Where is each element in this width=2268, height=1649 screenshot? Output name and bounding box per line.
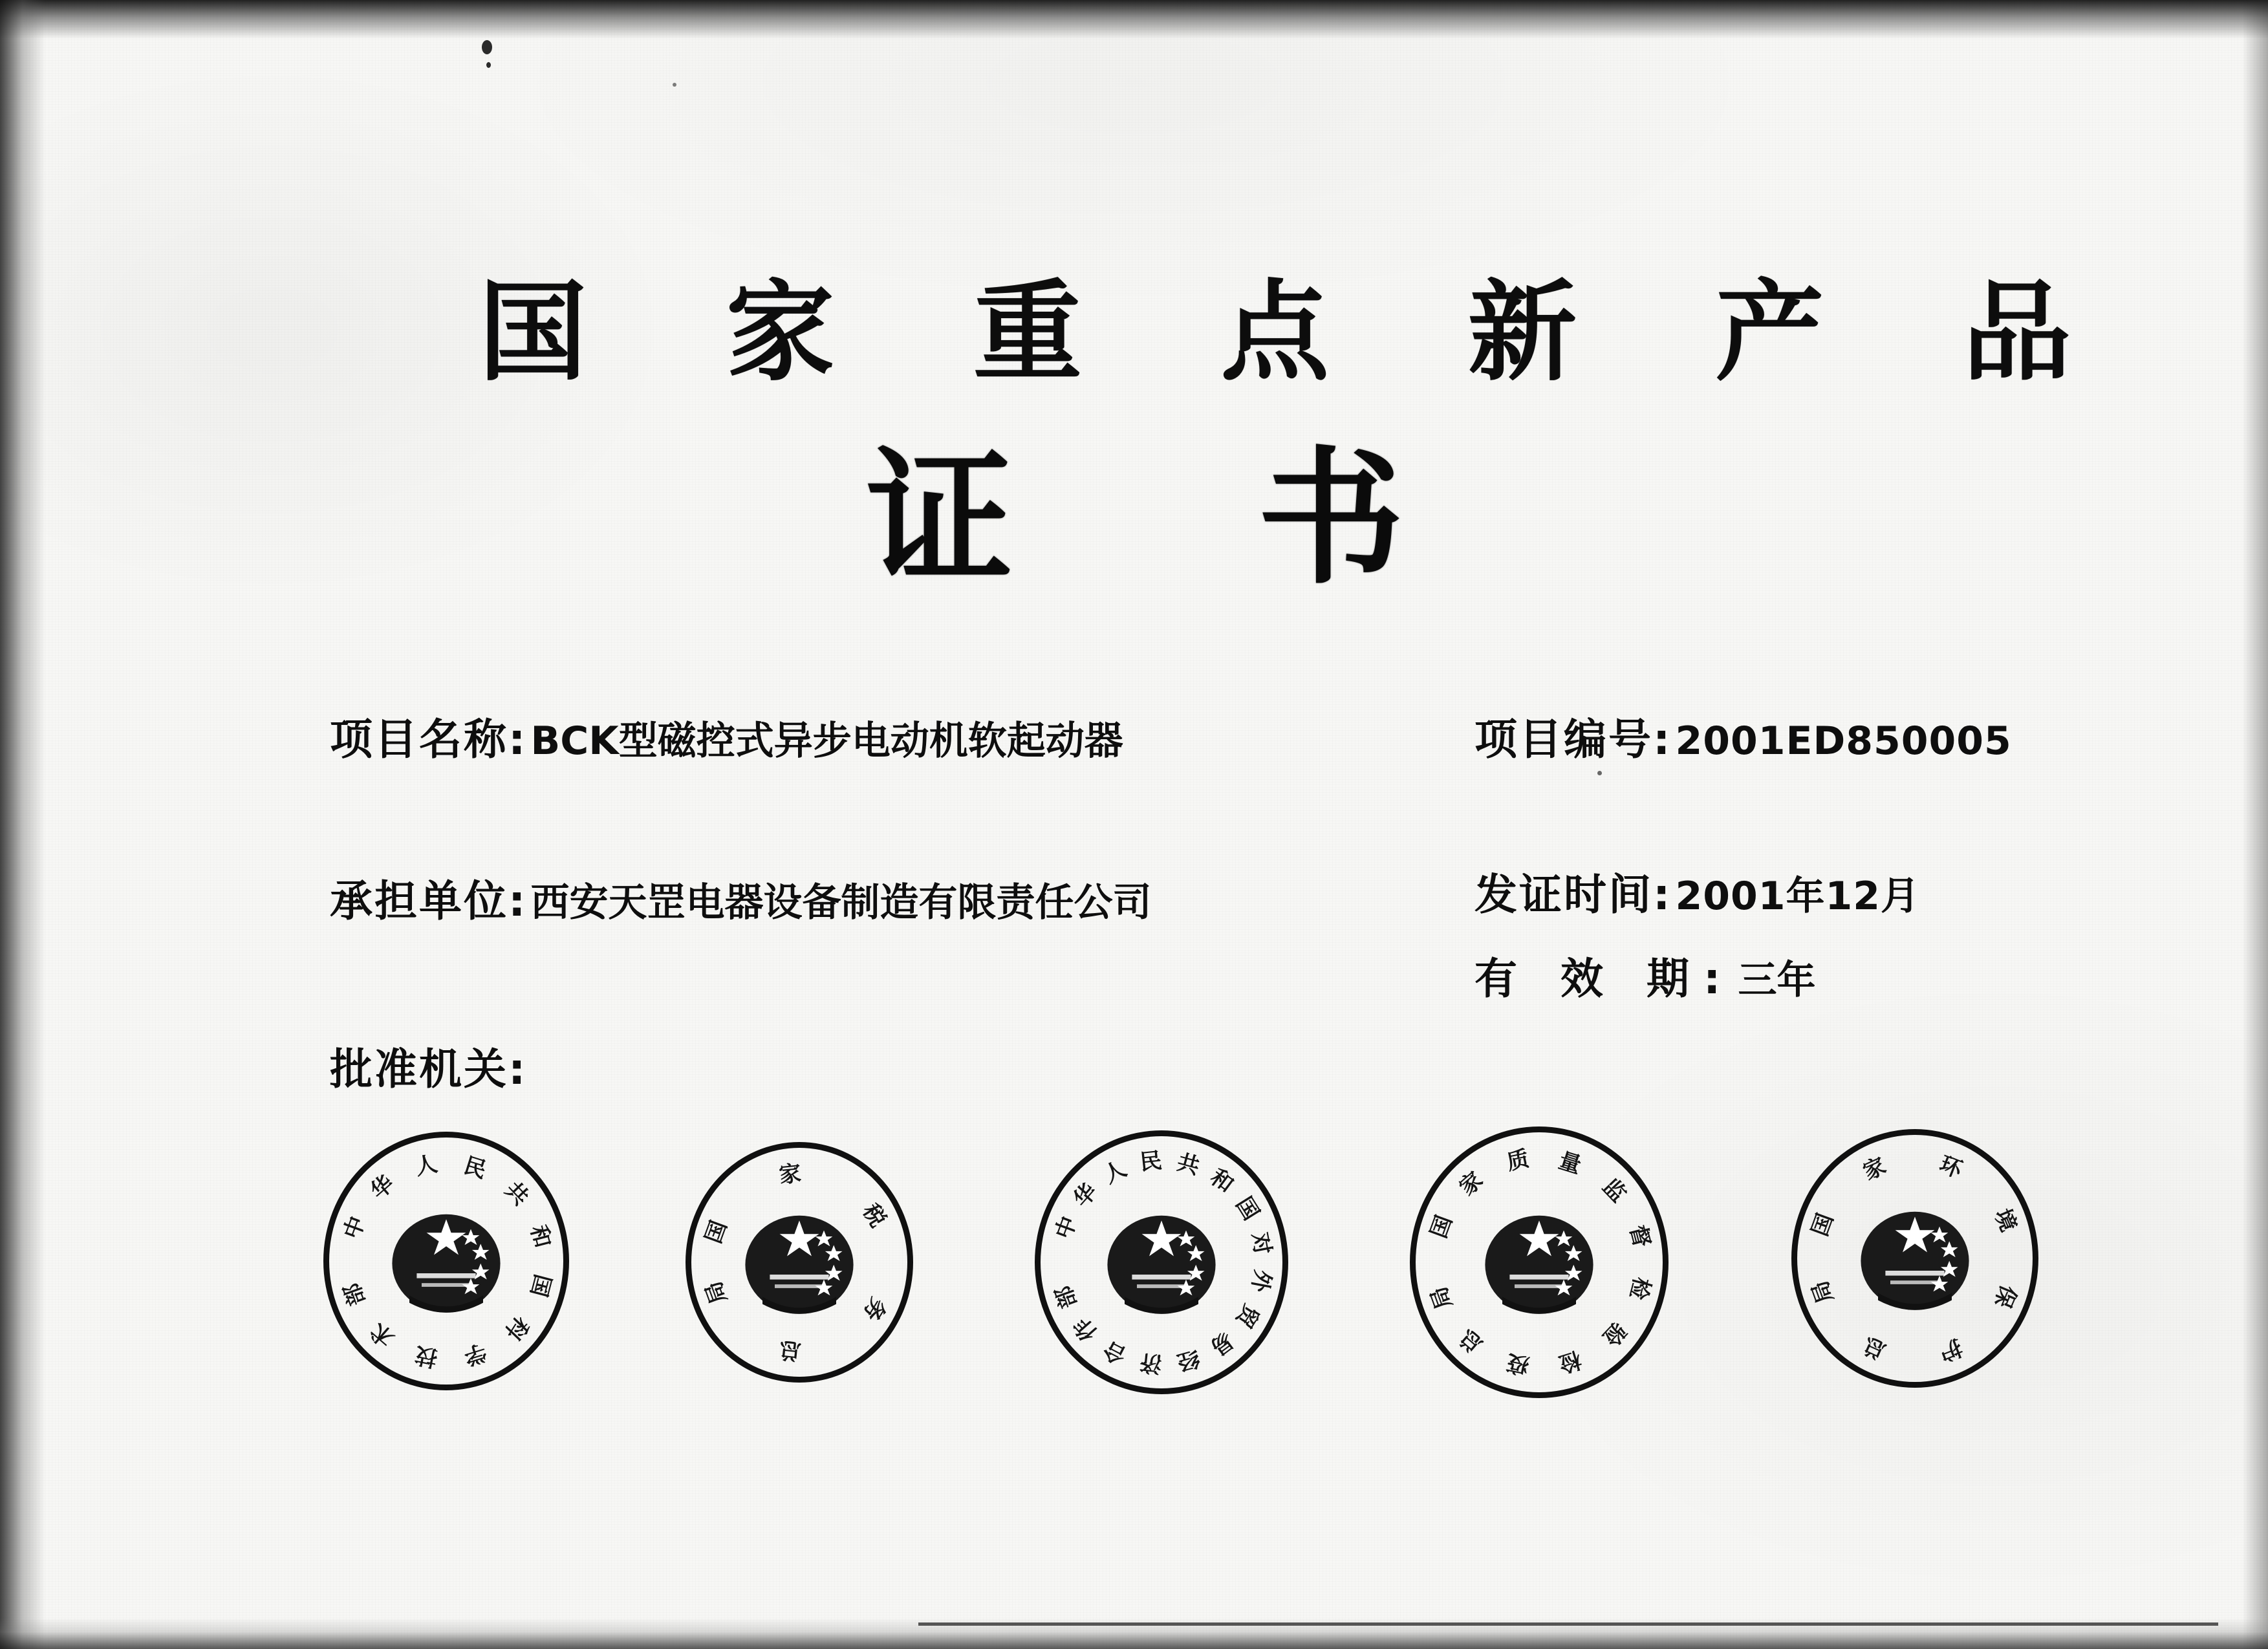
field-project-name-value: BCK型磁控式异步电动机软起动器 [530, 718, 1123, 764]
seal-character: 共 [1174, 1149, 1203, 1180]
seal-character: 和 [525, 1222, 556, 1251]
national-emblem-icon [385, 1200, 508, 1322]
field-approving-authority [330, 1035, 527, 1096]
field-project-number-value: 2001ED850005 [1675, 718, 2012, 764]
seal-character: 检 [1624, 1274, 1655, 1302]
seal-character: 技 [413, 1341, 440, 1372]
seal-character: 民 [460, 1152, 490, 1184]
seal-character: 易 [1205, 1326, 1239, 1361]
field-project-name-label: 项目名称: [330, 715, 528, 764]
seal-character: 国 [1230, 1192, 1264, 1225]
field-undertaking-unit-label: 承担单位: [330, 876, 528, 926]
seal-character: 总 [1859, 1331, 1890, 1364]
seal-character: 护 [1936, 1333, 1966, 1366]
seal-character: 总 [777, 1336, 803, 1364]
seal-character: 环 [1936, 1151, 1966, 1183]
seal-character: 人 [413, 1150, 440, 1181]
seal-character: 国 [1425, 1212, 1458, 1242]
seal-character: 局 [1807, 1277, 1839, 1307]
seal-character: 部 [338, 1279, 371, 1310]
seal-character: 华 [365, 1170, 400, 1205]
seal-character: 督 [1624, 1222, 1655, 1251]
seal-character: 总 [1454, 1324, 1488, 1358]
seal-character: 部 [1050, 1282, 1083, 1312]
field-project-number-label: 项目编号: [1474, 715, 1672, 764]
field-validity-period [1474, 944, 1815, 1006]
seal-character: 量 [1555, 1147, 1584, 1179]
field-issue-date [1474, 860, 1920, 921]
field-approving-authority-label: 批准机关: [330, 1044, 528, 1094]
scan-edge-right [2242, 0, 2268, 1649]
seal-character: 家 [777, 1160, 803, 1189]
field-issue-date-label: 发证时间: [1474, 870, 1672, 920]
seal-character: 人 [1099, 1156, 1131, 1189]
seal-character: 经 [1174, 1344, 1203, 1375]
seal-character: 科 [499, 1311, 534, 1345]
seal-row [323, 1125, 2134, 1416]
seal-character: 监 [1597, 1174, 1632, 1208]
seal-character: 民 [1138, 1147, 1163, 1176]
seal-quality-supervision [1410, 1126, 1669, 1398]
seal-science-technology [323, 1132, 569, 1390]
seal-foreign-trade [1035, 1130, 1288, 1394]
seal-environmental-protection [1791, 1129, 2038, 1388]
field-validity-period-value: 三年 [1738, 958, 1816, 1003]
field-project-number [1474, 705, 2012, 766]
seal-character: 贸 [1230, 1299, 1264, 1332]
scan-edge-top [0, 0, 2268, 39]
seal-character: 和 [1205, 1164, 1239, 1198]
seal-character: 华 [1068, 1178, 1103, 1212]
seal-character: 中 [338, 1212, 371, 1243]
seal-character: 疫 [1504, 1349, 1531, 1379]
seal-character: 中 [1050, 1212, 1083, 1243]
certificate-title-sub: 证 书 [867, 433, 1501, 604]
scan-edge-left [0, 0, 45, 1649]
seal-character: 务 [857, 1293, 891, 1326]
national-emblem-icon [1478, 1201, 1601, 1324]
national-emblem-icon [1853, 1197, 1976, 1320]
seal-character: 境 [1989, 1205, 2022, 1236]
seal-character: 学 [460, 1338, 490, 1370]
field-validity-period-label: 有 效 期: [1474, 954, 1735, 1004]
seal-character: 共 [499, 1177, 534, 1211]
seal-character: 验 [1597, 1317, 1632, 1351]
seal-character: 济 [1138, 1348, 1163, 1377]
field-undertaking-unit [330, 867, 1152, 928]
scan-speck [673, 83, 676, 87]
seal-character: 家 [1454, 1167, 1488, 1201]
certificate-title-main: 国 家 重 点 新 产 品 [479, 268, 2122, 396]
seal-character: 国 [525, 1271, 556, 1300]
seal-character: 质 [1504, 1145, 1531, 1176]
field-issue-date-value: 2001年12月 [1675, 874, 1920, 919]
seal-character: 局 [1425, 1283, 1458, 1313]
scan-bottom-line [918, 1622, 2218, 1626]
seal-character: 作 [1068, 1312, 1103, 1346]
seal-character: 国 [1807, 1210, 1839, 1240]
seal-character: 术 [365, 1317, 400, 1352]
field-project-name [330, 705, 1123, 766]
scan-speck [486, 62, 491, 68]
scan-speck [482, 40, 492, 54]
seal-character: 检 [1555, 1346, 1584, 1377]
national-emblem-icon [1100, 1201, 1223, 1324]
seal-character: 家 [1859, 1152, 1890, 1186]
seal-character: 保 [1989, 1281, 2022, 1312]
scan-speck [1597, 771, 1602, 775]
seal-tax-administration [686, 1142, 913, 1383]
seal-character: 对 [1246, 1230, 1276, 1257]
seal-character: 税 [857, 1199, 891, 1232]
national-emblem-icon [738, 1201, 861, 1324]
seal-character: 外 [1246, 1267, 1276, 1295]
seal-character: 局 [700, 1277, 733, 1308]
seal-character: 合 [1099, 1335, 1131, 1369]
seal-character: 国 [700, 1217, 733, 1247]
field-undertaking-unit-value: 西安天罡电器设备制造有限责任公司 [530, 880, 1152, 925]
